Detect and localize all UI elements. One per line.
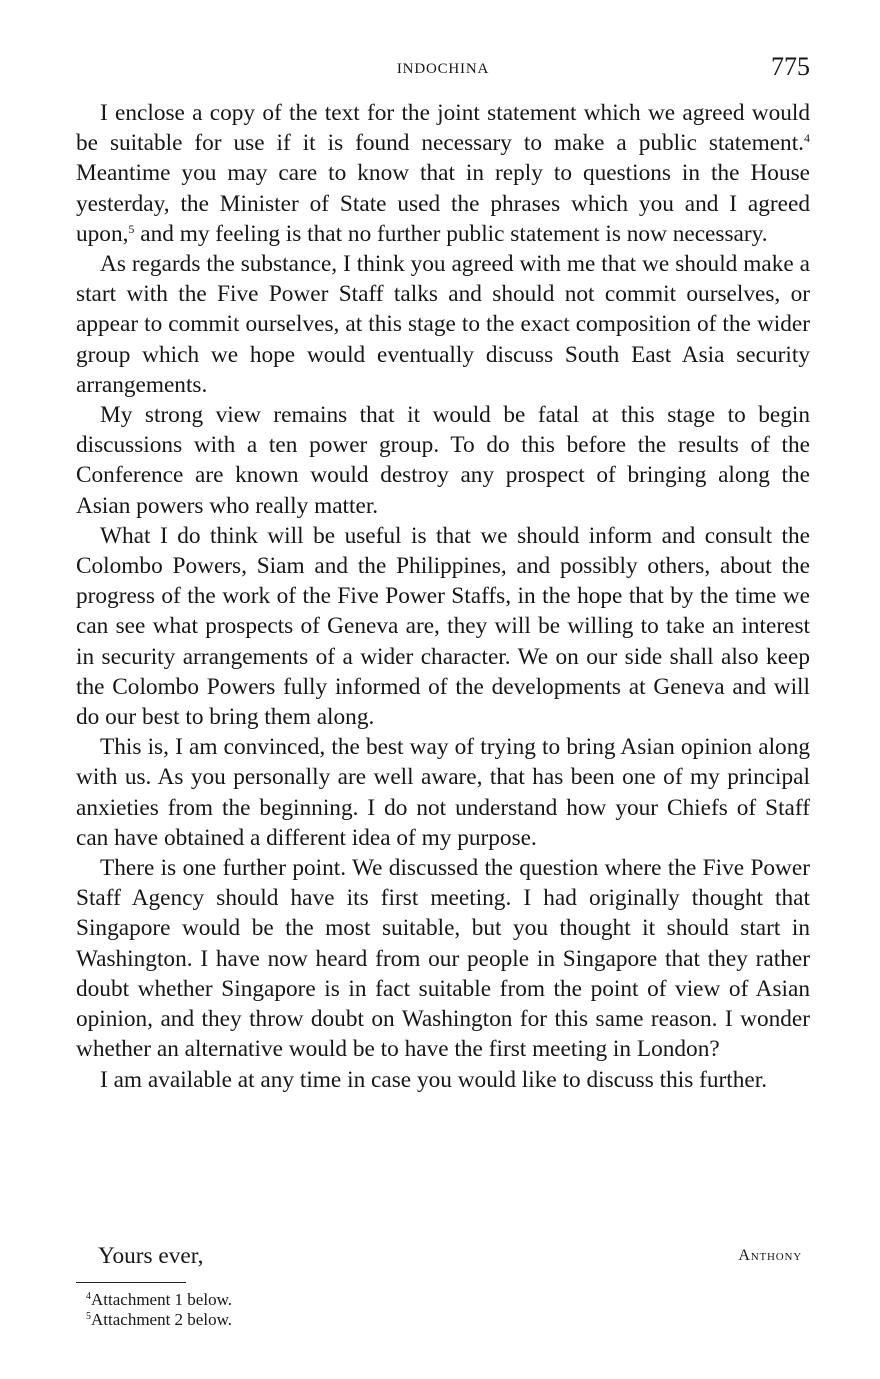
footnote-4 [86, 1290, 232, 1310]
paragraph-2: As regards the substance, I think you agreed with me that we should make a start with the Five Power Staff talks and should not commit ourselves, or appear to commit ourselves, at this stage to the exact composition of the wider group which we hope would eventually discuss South East Asia security arrangements. [76, 251, 810, 398]
paragraph-6: There is one further point. We discussed the question where the Five Power Staff Agency should have its first meeting. I had originally thought that Singapore would be the most suitable, but you thought it should start in Washington. I have now heard from our people in Singapore that they rather doubt whether Singapore is in fact suitable from the point of view of Asian opinion, and they throw doubt on Washington for this same reason. I wonder whether an alternative would be to have the first meeting in London? [76, 855, 810, 1063]
letter-closing [76, 1243, 810, 1275]
paragraph-1-text-a: I enclose a copy of the text for the joint statement which we agreed would be suitable for use if it is found necessary to make a public statement. [76, 100, 810, 157]
paragraph-3: My strong view remains that it would be fatal at this stage to begin discussions with a ten power group. To do this before the results of the Conference are known would destroy any prospect of bringing along the Asian powers who really matter. [76, 402, 810, 519]
footnote-5 [86, 1310, 232, 1330]
footnote-ref-5: 5 [128, 221, 135, 236]
letter-body [76, 98, 810, 1095]
running-title: INDOCHINA [396, 61, 490, 77]
footnote-marker: 5 [86, 1311, 91, 1322]
paragraph-1-text-b: Meantime you may care to know that in reply to questions in the House yesterday, the Minister of State used the phrases which you and I agreed upon, [76, 160, 810, 247]
footnote-ref-4: 4 [804, 131, 810, 146]
footnote-text: Attachment 2 below. [91, 1310, 232, 1329]
footnote-marker: 4 [86, 1291, 91, 1302]
paragraph-7: I am available at any time in case you would like to discuss this further. [100, 1066, 768, 1093]
paragraph-1-text-c: and my feeling is that no further public statement is now necessary. [134, 220, 768, 247]
footnote-text: Attachment 1 below. [91, 1290, 232, 1309]
running-head [76, 52, 810, 84]
footnotes [86, 1290, 232, 1330]
paragraph-5: This is, I am convinced, the best way of trying to bring Asian opinion along with us. As you personally are well aware, that has been one of my principal anxieties from the beginning. I do not understand how your Chiefs of Staff can have obtained a different idea of my purpose. [76, 734, 810, 851]
paragraph-4: What I do think will be useful is that we should inform and consult the Colombo Powers, Siam and the Philippines, and possibly others, about the progress of the work of the Five Power Staffs, in the hope that by the time we can see what prospects of Geneva are, they will be willing to take an interest in security arrangements of a wider character. We on our side shall also keep the Colombo Powers fully informed of the developments at Geneva and will do our best to bring them along. [76, 522, 810, 731]
page-number: 775 [771, 52, 810, 81]
salutation: Yours ever, [98, 1243, 204, 1269]
footnote-divider [76, 1282, 186, 1283]
signature: Anthony [738, 1247, 802, 1264]
paragraph-1 [76, 98, 810, 249]
